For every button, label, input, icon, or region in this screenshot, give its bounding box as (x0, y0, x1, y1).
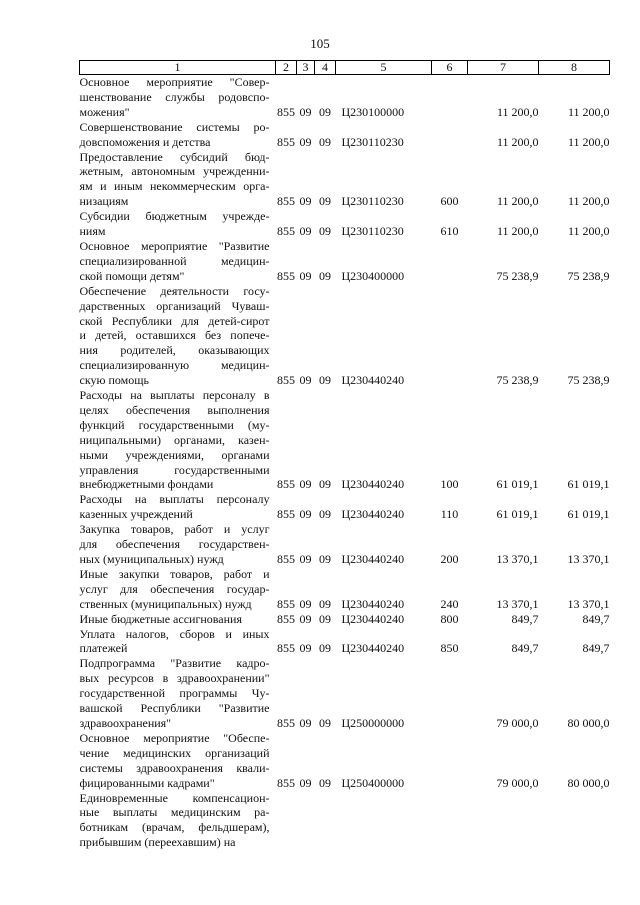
subsection-code-cell: 09 (319, 104, 331, 119)
row-name-line: жетным, автономным учрежденни- (79, 164, 270, 179)
row-name-line: ям и иным некоммерческим орга- (79, 179, 270, 194)
amount-year1-cell: 79 000,0 (496, 715, 539, 730)
table-row (80, 492, 610, 522)
row-name-line: Закупка товаров, работ и услуг (79, 522, 270, 537)
column-header: 3 (297, 61, 315, 75)
table-row (80, 612, 610, 627)
row-name-line: Совершенствование системы ро- (79, 119, 270, 134)
admin-code-cell: 855 (277, 775, 295, 790)
target-article-cell: Ц250400000 (341, 775, 405, 790)
admin-code-cell: 855 (277, 134, 295, 149)
admin-code-cell: 855 (277, 552, 295, 566)
row-name-line: функций государственными (му- (79, 417, 270, 432)
table-row (80, 209, 610, 239)
table-row (80, 522, 610, 567)
row-name-line: управления государственными (79, 462, 270, 477)
row-name-line: Субсидии бюджетным учрежде- (79, 209, 270, 224)
column-header: 4 (315, 61, 336, 75)
amount-year1-cell: 79 000,0 (496, 775, 539, 790)
subsection-code-cell: 09 (319, 611, 331, 626)
expense-type-cell (432, 284, 468, 388)
amount-year2-cell: 80 000,0 (567, 775, 610, 790)
column-header: 2 (276, 61, 297, 75)
row-name-cell (80, 150, 276, 210)
section-code-cell: 09 (299, 715, 312, 730)
target-article-cell: Ц230400000 (341, 268, 405, 283)
subsection-code-cell: 09 (319, 194, 331, 209)
column-header: 5 (336, 61, 432, 75)
row-name-line: ных (муниципальных) нужд (79, 552, 224, 566)
section-code-cell: 09 (299, 596, 312, 611)
admin-code-cell: 855 (277, 641, 295, 656)
amount-year1-cell: 11 200,0 (496, 194, 539, 209)
subsection-code-cell: 09 (319, 224, 331, 239)
row-name-line: ниципальными) органами, казен- (79, 432, 270, 447)
expense-type-cell (432, 239, 468, 284)
row-name-line: фицированными кадрами" (79, 775, 215, 790)
row-name-line: Иные закупки товаров, работ и (79, 566, 270, 581)
row-name-cell (80, 731, 276, 791)
section-code-cell: 09 (299, 477, 312, 492)
row-name-cell (80, 239, 276, 284)
expense-type-cell: 850 (440, 641, 459, 656)
row-name-line: ния родителей, оказывающих (79, 343, 270, 358)
row-name-line: системы здравоохранения квали- (79, 760, 270, 775)
table-row (80, 284, 610, 388)
expense-type-cell: 610 (440, 224, 459, 239)
subsection-code-cell: 09 (319, 641, 331, 656)
subsection-code-cell: 09 (319, 134, 331, 149)
amount-year1-cell: 849,7 (511, 611, 539, 626)
row-name-cell (80, 567, 276, 612)
row-name-line: дарственных организаций Чуваш- (79, 298, 270, 313)
row-name-line: можения" (79, 104, 130, 119)
table-row (80, 567, 610, 612)
amount-year2-cell: 13 370,1 (567, 596, 610, 611)
amount-year2-cell: 11 200,0 (567, 104, 610, 119)
admin-code-cell: 855 (277, 507, 295, 522)
row-name-line: шенствование службы родовспо- (79, 89, 270, 104)
expense-type-cell: 110 (440, 507, 459, 522)
admin-code-cell: 855 (277, 268, 295, 283)
target-article-cell: Ц230110230 (341, 194, 404, 209)
row-name-cell (80, 388, 276, 492)
expense-type-cell (432, 791, 468, 851)
admin-code-cell: 855 (277, 224, 295, 239)
table-row (80, 731, 610, 791)
target-article-cell: Ц230440240 (341, 507, 405, 522)
row-name-cell (80, 627, 276, 657)
admin-code-cell: 855 (277, 194, 295, 209)
amount-year2-cell: 11 200,0 (567, 224, 610, 239)
amount-year1-cell: 13 370,1 (496, 596, 539, 611)
amount-year1-cell: 61 019,1 (496, 507, 539, 522)
amount-year2-cell: 13 370,1 (567, 552, 610, 566)
expense-type-cell (432, 75, 468, 120)
column-header: 1 (80, 61, 276, 75)
section-code-cell: 09 (299, 775, 312, 790)
target-article-cell: Ц230440240 (341, 477, 405, 492)
section-code-cell: 09 (299, 507, 312, 522)
target-article-cell (336, 791, 432, 851)
amount-year1-cell: 75 238,9 (496, 373, 539, 388)
expense-type-cell: 100 (440, 477, 459, 492)
admin-code-cell (276, 791, 297, 851)
amount-year1-cell: 11 200,0 (496, 224, 539, 239)
row-name-line: довспоможения и детства (79, 134, 211, 149)
row-name-line: чение медицинских организаций (79, 745, 270, 760)
row-name-cell (80, 209, 276, 239)
column-number-header-row (80, 61, 610, 75)
row-name-line: для обеспечения государствен- (79, 537, 270, 552)
row-name-line: целях обеспечения выполнения (79, 402, 270, 417)
subsection-code-cell: 09 (319, 373, 331, 388)
amount-year2-cell: 61 019,1 (567, 507, 610, 522)
column-header: 8 (539, 61, 610, 75)
row-name-line: прибывшим (переехавшим) на (79, 835, 236, 850)
target-article-cell: Ц230440240 (341, 611, 405, 626)
section-code-cell (297, 791, 315, 851)
section-code-cell: 09 (299, 373, 312, 388)
row-name-line: Подпрограмма "Развитие кадро- (79, 656, 270, 671)
row-name-line: Единовременные компенсацион- (79, 790, 270, 805)
row-name-line: услуг для обеспечения государ- (79, 581, 270, 596)
target-article-cell: Ц230440240 (341, 552, 405, 566)
amount-year2-cell: 11 200,0 (567, 194, 610, 209)
row-name-line: ные выплаты медицинским ра- (79, 805, 270, 820)
section-code-cell: 09 (299, 641, 312, 656)
amount-year2-cell: 849,7 (582, 641, 610, 656)
amount-year1-cell: 75 238,9 (496, 268, 539, 283)
amount-year1-cell: 13 370,1 (496, 552, 539, 566)
subsection-code-cell: 09 (319, 596, 331, 611)
row-name-line: Основное мероприятие "Развитие (79, 238, 270, 253)
row-name-line: ской Республики для детей-сирот (79, 313, 270, 328)
row-name-line: вых ресурсов в здравоохранении" (79, 671, 270, 686)
row-name-cell (80, 612, 276, 627)
row-name-line: ботникам (врачам, фельдшерам), (79, 820, 270, 835)
row-name-line: специализированной медицин- (79, 253, 270, 268)
row-name-cell (80, 522, 276, 567)
amount-year2-cell: 80 000,0 (567, 715, 610, 730)
admin-code-cell: 855 (277, 104, 295, 119)
admin-code-cell: 855 (277, 611, 295, 626)
table-body (80, 75, 610, 851)
expense-type-cell (432, 731, 468, 791)
section-code-cell: 09 (299, 611, 312, 626)
admin-code-cell: 855 (277, 715, 295, 730)
expense-type-cell: 800 (440, 611, 459, 626)
expense-type-cell (432, 120, 468, 150)
target-article-cell: Ц230110230 (341, 224, 404, 239)
amount-year1-cell: 11 200,0 (496, 134, 539, 149)
table-row (80, 627, 610, 657)
row-name-cell (80, 284, 276, 388)
amount-year2-cell: 75 238,9 (567, 373, 610, 388)
amount-year2-cell: 11 200,0 (567, 134, 610, 149)
section-code-cell: 09 (299, 134, 312, 149)
row-name-line: ными учреждениями, органами (79, 447, 270, 462)
admin-code-cell: 855 (277, 373, 295, 388)
row-name-line: скую помощь (79, 373, 149, 388)
target-article-cell: Ц230110230 (341, 134, 404, 149)
row-name-line: Иные бюджетные ассигнования (79, 611, 242, 626)
admin-code-cell: 855 (277, 596, 295, 611)
subsection-code-cell: 09 (319, 507, 331, 522)
row-name-line: Расходы на выплаты персоналу (79, 492, 270, 507)
row-name-cell (80, 791, 276, 851)
row-name-line: Основное мероприятие "Обеспе- (79, 730, 270, 745)
subsection-code-cell: 09 (319, 715, 331, 730)
table-row (80, 150, 610, 210)
expense-type-cell: 240 (440, 596, 459, 611)
row-name-cell (80, 75, 276, 120)
row-name-cell (80, 492, 276, 522)
row-name-line: здравоохранения" (79, 715, 172, 730)
amount-year2-cell: 849,7 (582, 611, 610, 626)
section-code-cell: 09 (299, 194, 312, 209)
subsection-code-cell: 09 (319, 268, 331, 283)
budget-table (79, 60, 610, 850)
table-row (80, 656, 610, 731)
table-row (80, 120, 610, 150)
row-name-line: Расходы на выплаты персоналу в (79, 388, 270, 403)
amount-year2-cell (539, 791, 610, 851)
section-code-cell: 09 (299, 552, 312, 566)
section-code-cell: 09 (299, 268, 312, 283)
column-header: 7 (468, 61, 539, 75)
target-article-cell: Ц250000000 (341, 715, 405, 730)
expense-type-cell (432, 656, 468, 731)
subsection-code-cell: 09 (319, 477, 331, 492)
subsection-code-cell (315, 791, 336, 851)
expense-type-cell: 600 (440, 194, 459, 209)
target-article-cell: Ц230100000 (341, 104, 405, 119)
table-row (80, 75, 610, 120)
section-code-cell: 09 (299, 104, 312, 119)
admin-code-cell: 855 (277, 477, 295, 492)
row-name-line: Основное мероприятие "Совер- (79, 75, 270, 89)
row-name-cell (80, 120, 276, 150)
expense-type-cell: 200 (440, 552, 459, 566)
row-name-line: внебюджетными фондами (79, 477, 214, 492)
subsection-code-cell: 09 (319, 552, 331, 566)
row-name-line: казенных учреждений (79, 507, 193, 522)
row-name-line: низациям (79, 194, 129, 209)
row-name-line: ниям (79, 224, 106, 239)
row-name-line: ской помощи детям" (79, 268, 185, 283)
row-name-line: ственных (муниципальных) нужд (79, 596, 252, 611)
table-row (80, 388, 610, 492)
amount-year1-cell (468, 791, 539, 851)
amount-year2-cell: 61 019,1 (567, 477, 610, 492)
subsection-code-cell: 09 (319, 775, 331, 790)
row-name-line: специализированную медицин- (79, 358, 270, 373)
column-header: 6 (432, 61, 468, 75)
target-article-cell: Ц230440240 (341, 596, 405, 611)
row-name-line: и детей, оставшихся без попече- (79, 328, 270, 343)
target-article-cell: Ц230440240 (341, 641, 405, 656)
table-row (80, 791, 610, 851)
amount-year2-cell: 75 238,9 (567, 268, 610, 283)
row-name-cell (80, 656, 276, 731)
row-name-line: вашской Республики "Развитие (79, 701, 270, 716)
amount-year1-cell: 11 200,0 (496, 104, 539, 119)
page-number: 105 (310, 36, 330, 51)
row-name-line: Обеспечение деятельности госу- (79, 283, 270, 298)
section-code-cell: 09 (299, 224, 312, 239)
row-name-line: государственной программы Чу- (79, 686, 270, 701)
table-row (80, 239, 610, 284)
amount-year1-cell: 61 019,1 (496, 477, 539, 492)
amount-year1-cell: 849,7 (511, 641, 539, 656)
row-name-line: Уплата налогов, сборов и иных (79, 626, 270, 641)
target-article-cell: Ц230440240 (341, 373, 405, 388)
row-name-line: Предоставление субсидий бюд- (79, 149, 270, 164)
row-name-line: платежей (79, 641, 128, 656)
